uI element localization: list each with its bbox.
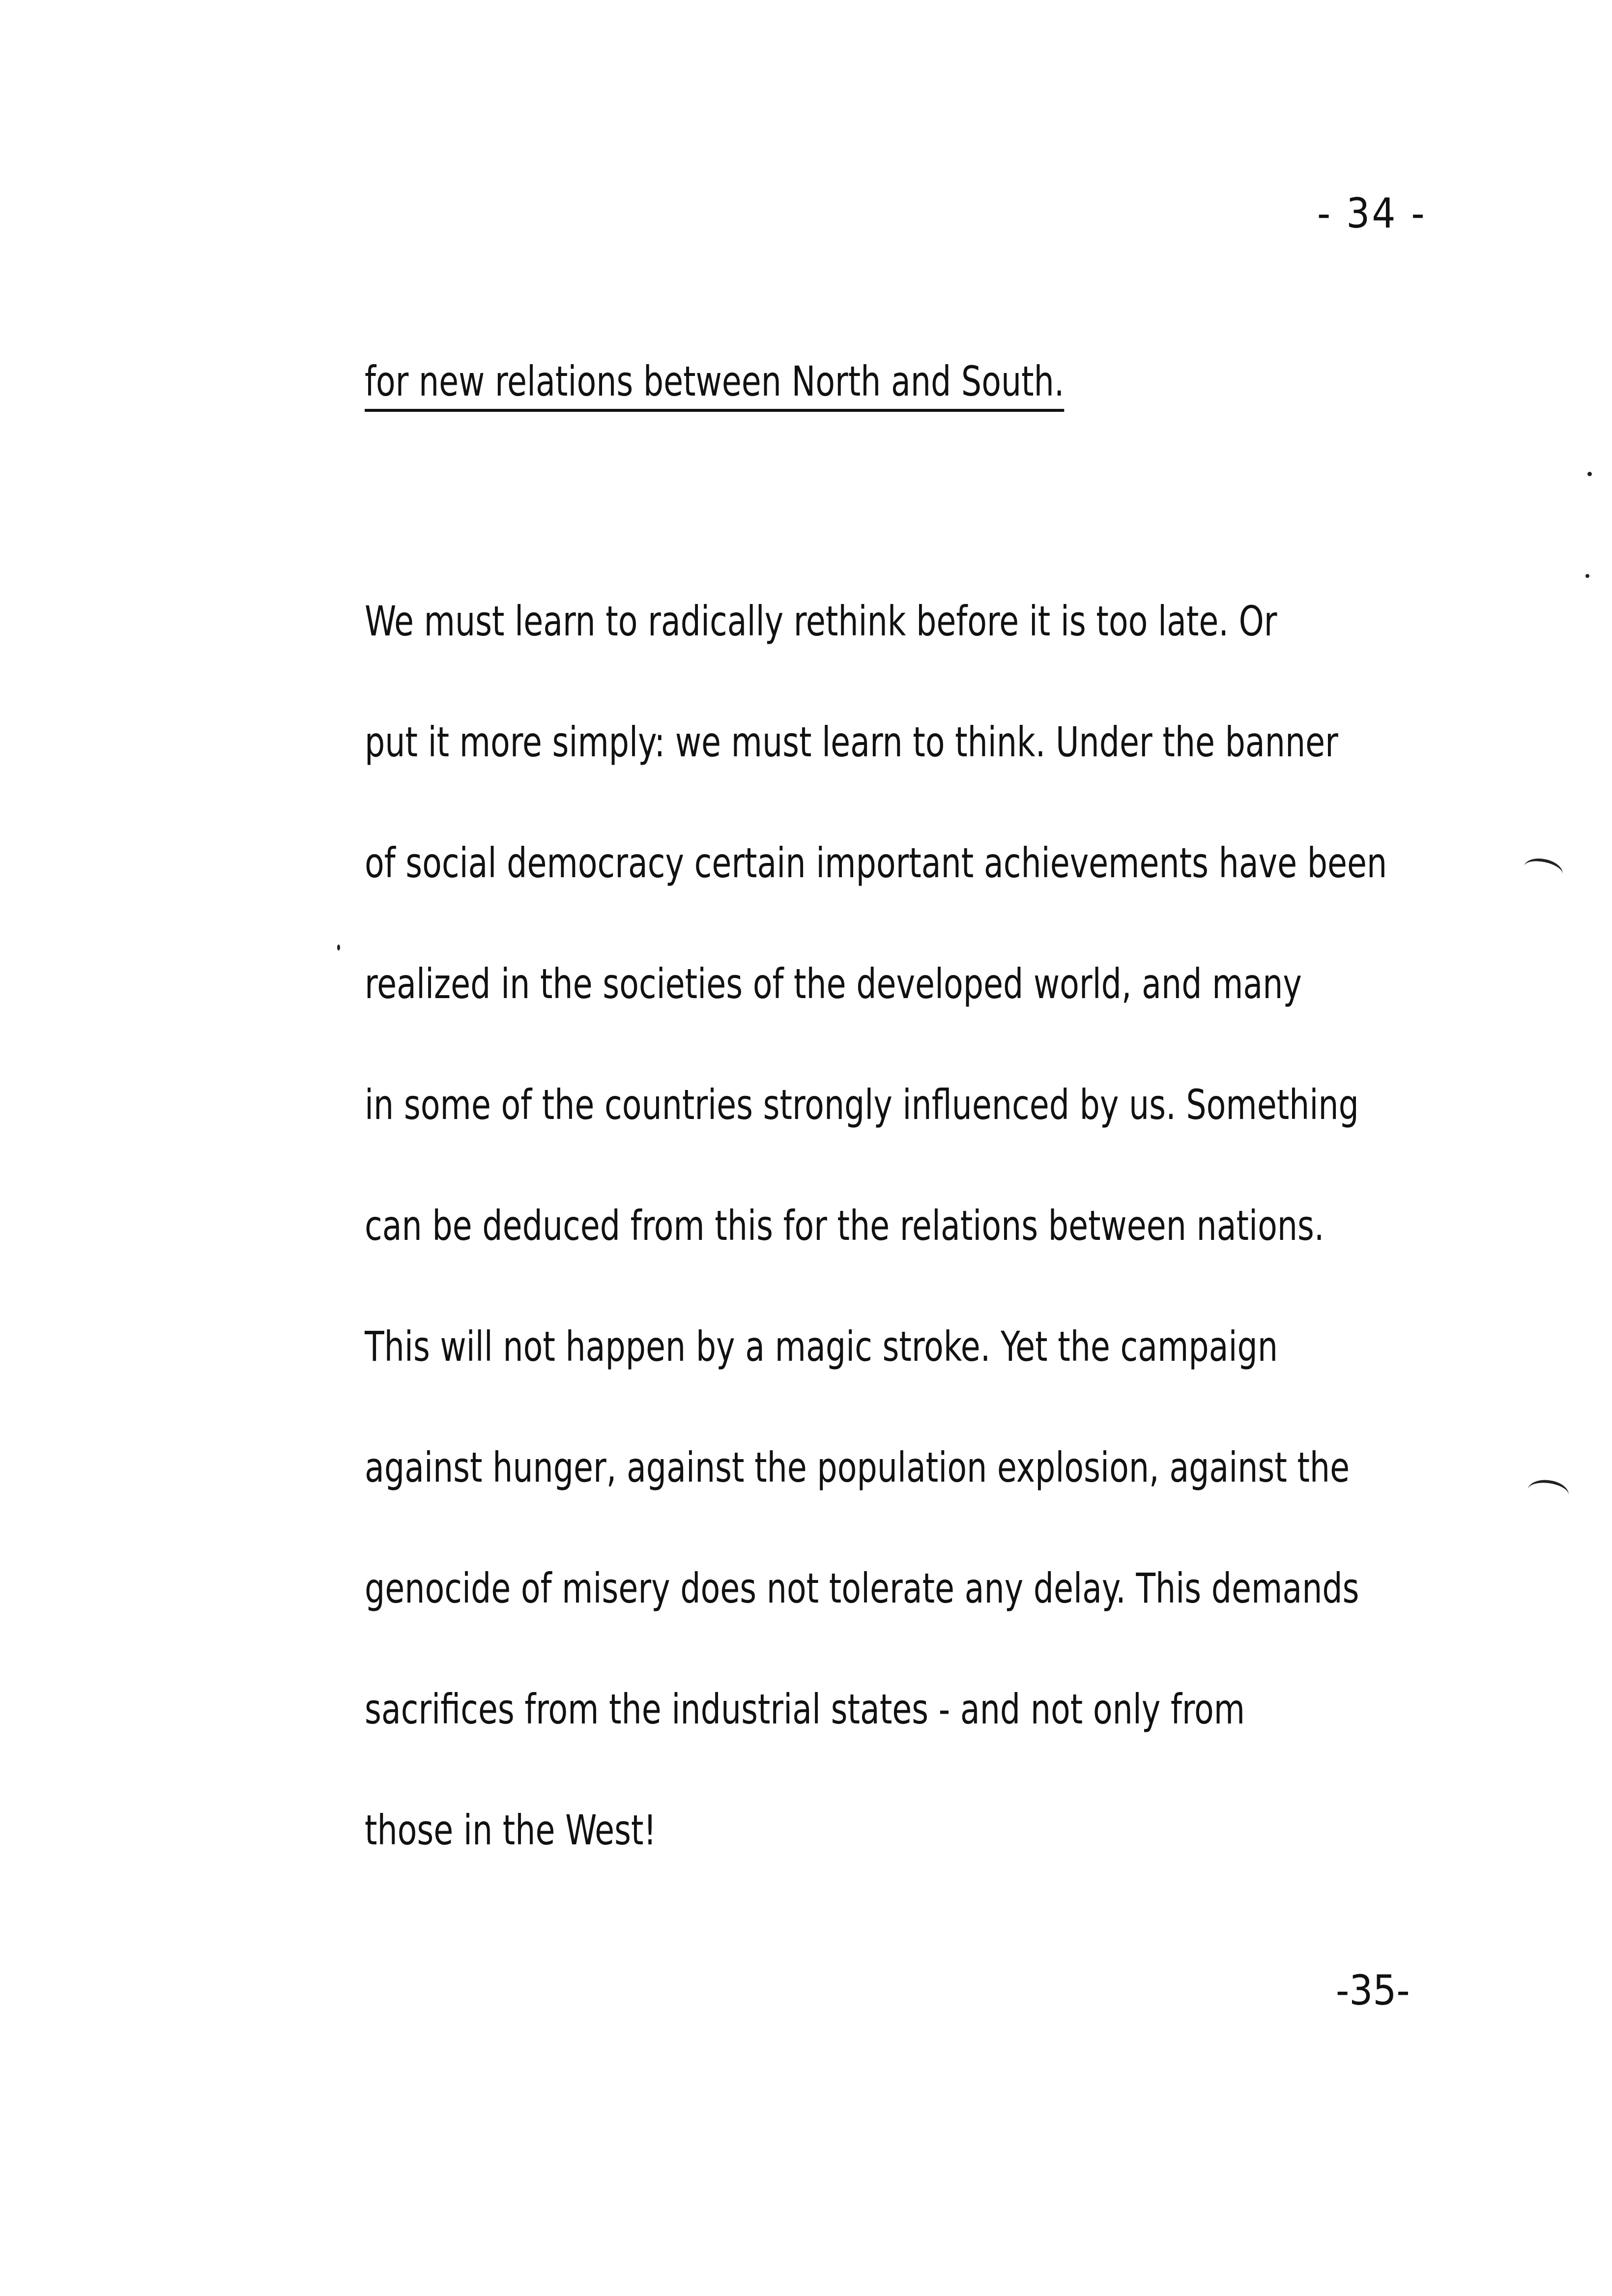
paragraph-line: genocide of misery does not tolerate any delay. This demands	[365, 1564, 1359, 1612]
paragraph-line: realized in the societies of the developed world, and many	[365, 960, 1302, 1008]
paragraph-line: those in the West!	[365, 1806, 657, 1854]
paragraph-line: This will not happen by a magic stroke. Yet the campaign	[365, 1322, 1278, 1371]
scan-speck	[1585, 574, 1589, 578]
margin-arc-mark	[1526, 1477, 1570, 1507]
paragraph-line: sacrifices from the industrial states - and not only from	[365, 1685, 1245, 1733]
paragraph-line: We must learn to radically rethink before it is too late. Or	[365, 597, 1277, 645]
page-number-top: - 34 -	[1317, 189, 1427, 237]
margin-arc-mark	[1522, 855, 1565, 886]
section-heading: for new relations between North and South.	[365, 359, 1064, 412]
paragraph-line: in some of the countries strongly influenced by us. Something	[365, 1081, 1359, 1129]
paragraph-line: can be deduced from this for the relations between nations.	[365, 1202, 1324, 1250]
paragraph-line: against hunger, against the population explosion, against the	[365, 1443, 1350, 1492]
paragraph-line: of social democracy certain important achievements have been	[365, 839, 1387, 887]
scan-speck	[1587, 472, 1592, 476]
scan-speck	[337, 945, 340, 950]
paragraph-line: put it more simply: we must learn to think. Under the banner	[365, 718, 1338, 766]
page-number-bottom: -35-	[1336, 1966, 1410, 2014]
